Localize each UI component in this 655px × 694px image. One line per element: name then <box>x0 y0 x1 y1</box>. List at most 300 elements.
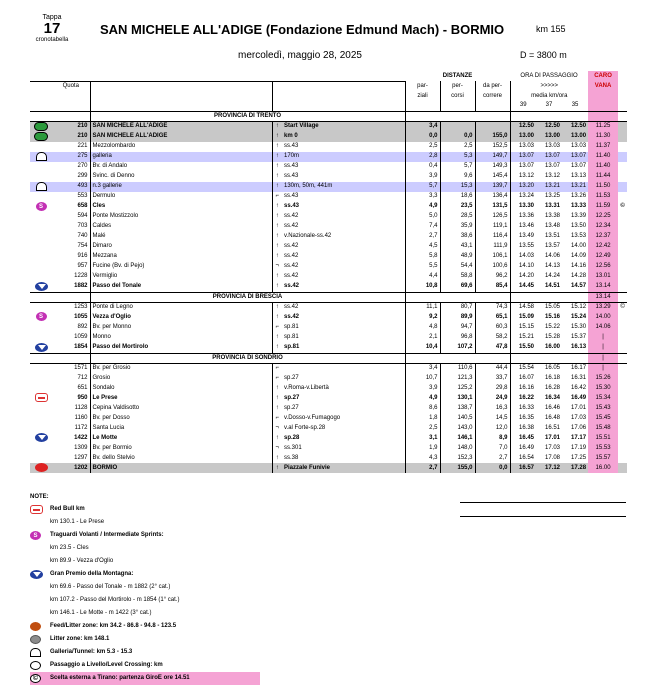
partial-distance: 4,3 <box>405 453 440 463</box>
timetable <box>30 71 627 473</box>
col-correre: correre <box>475 91 510 101</box>
time-37: 17.08 <box>545 454 561 461</box>
time-39: 16.16 <box>519 384 535 391</box>
level-crossing-icon <box>30 661 41 670</box>
tunnel-icon <box>36 182 47 191</box>
road: sp.81 <box>282 333 405 343</box>
time-39: 13.36 <box>519 213 535 220</box>
distance-covered: 2,5 <box>440 142 475 152</box>
tappa-box <box>30 14 74 43</box>
note-item <box>30 672 260 685</box>
partial-distance: 4,8 <box>405 323 440 333</box>
direction-sign: ↑ <box>275 233 279 240</box>
time-35: 14.57 <box>571 283 587 290</box>
location-name: Mezzolombardo <box>90 142 272 152</box>
altitude: 754 <box>52 242 90 252</box>
distance-remaining: 74,3 <box>475 302 510 312</box>
partial-distance: 9,2 <box>405 312 440 322</box>
time-39: 14.10 <box>519 263 535 270</box>
table-row <box>30 121 627 132</box>
direction-sign: ↑ <box>275 394 279 401</box>
distance-covered: 38,6 <box>440 232 475 242</box>
partial-distance: 3,9 <box>405 383 440 393</box>
direction-sign: ↑ <box>275 334 279 341</box>
location-name: Dimaro <box>90 242 272 252</box>
tag <box>618 343 627 354</box>
tag <box>618 413 627 423</box>
stage-elevation: D = 3800 m <box>520 50 567 60</box>
distance-remaining: 2,7 <box>475 453 510 463</box>
direction-sign: ↑ <box>275 243 279 250</box>
time-35: 13.03 <box>571 143 587 150</box>
caravan-time: 13.01 <box>588 272 618 282</box>
location-name: Sondalo <box>90 383 272 393</box>
partial-distance: 0,0 <box>405 132 440 142</box>
time-37: 15.05 <box>545 304 561 311</box>
distance-covered <box>440 121 475 132</box>
distance-remaining: 139,7 <box>475 182 510 192</box>
table-row <box>30 132 627 142</box>
distance-remaining: 65,1 <box>475 312 510 322</box>
location-name: Ponte di Legno <box>90 302 272 312</box>
time-35: 16.17 <box>571 364 587 371</box>
direction-sign: ¬ <box>275 263 279 270</box>
note-item <box>30 607 270 620</box>
location-name: Bv. dello Stelvio <box>90 453 272 463</box>
road: ss.42 <box>282 222 405 232</box>
mountain-icon <box>35 343 48 352</box>
caravan-time: | <box>588 343 618 354</box>
distance-covered: 0,0 <box>440 132 475 142</box>
time-39: 14.45 <box>519 283 535 290</box>
distance-covered: 58,8 <box>440 272 475 282</box>
distance-covered: 155,0 <box>440 463 475 473</box>
location-name: Vermiglio <box>90 272 272 282</box>
distance-remaining: 33,7 <box>475 373 510 383</box>
stage-date: mercoledì, maggio 28, 2025 <box>238 50 362 61</box>
time-39: 16.07 <box>519 374 535 381</box>
distance-covered: 121,3 <box>440 373 475 383</box>
tunnel-icon <box>36 152 47 161</box>
location-name: Bv. per Dosso <box>90 413 272 423</box>
mountain-icon <box>35 282 48 291</box>
altitude: 299 <box>52 172 90 182</box>
road: sp.81 <box>282 343 405 354</box>
road: ss.42 <box>282 272 405 282</box>
tag <box>618 373 627 383</box>
location-name: Vezza d'Oglio <box>90 312 272 322</box>
col-parz: par- <box>405 81 440 91</box>
tappa-number: 17 <box>43 20 61 38</box>
time-35: 13.21 <box>562 182 588 192</box>
tag <box>618 433 627 443</box>
distance-remaining: 29,8 <box>475 383 510 393</box>
caravan-time: 11.50 <box>588 182 618 192</box>
note-item <box>30 581 270 594</box>
caravan-time: 15.26 <box>588 373 618 383</box>
altitude: 1297 <box>52 453 90 463</box>
time-35: 14.09 <box>571 253 587 260</box>
note-item <box>30 503 270 516</box>
note-item <box>30 646 270 659</box>
partial-distance: 0,4 <box>405 162 440 172</box>
tag <box>618 443 627 453</box>
time-39: 13.20 <box>510 182 536 192</box>
table-row <box>30 383 627 393</box>
col-corsi: corsi <box>440 91 475 101</box>
road: ss.43 <box>282 192 405 202</box>
table-row <box>30 232 627 242</box>
time-35: 13.50 <box>571 223 587 230</box>
direction-sign: ⌐ <box>275 414 279 421</box>
time-37: 14.13 <box>545 263 561 270</box>
caravan-time: 15.57 <box>588 453 618 463</box>
time-37: 13.31 <box>545 203 561 210</box>
location-name: Cepina Valdisotto <box>90 403 272 413</box>
distance-remaining: 14,5 <box>475 413 510 423</box>
table-row <box>30 373 627 383</box>
altitude: 1422 <box>52 433 90 443</box>
direction-sign: ↑ <box>275 384 279 391</box>
province-row <box>30 353 627 363</box>
caravan-time: 12.37 <box>588 232 618 242</box>
location-name: Caldes <box>90 222 272 232</box>
road: v.al Forte-sp.28 <box>282 423 405 433</box>
location-name: Malé <box>90 232 272 242</box>
tag <box>618 262 627 272</box>
time-37: 15.16 <box>545 314 561 320</box>
tag <box>618 282 627 293</box>
caravan-time: 15.34 <box>588 393 618 403</box>
note-text: Passaggio a Livello/Level Crossing: km <box>50 662 163 668</box>
caravan-time: 13.14 <box>588 282 618 293</box>
tag <box>618 453 627 463</box>
caravan-time: 11.59 <box>588 202 618 212</box>
signature-line <box>460 516 626 517</box>
distance-covered: 23,5 <box>440 202 475 212</box>
time-37: 13.12 <box>545 173 561 180</box>
partial-distance: 2,8 <box>405 152 440 162</box>
location-name: Bv. di Andalo <box>90 162 272 172</box>
table-row <box>30 403 627 413</box>
table-row <box>30 413 627 423</box>
location-name: SAN MICHELE ALL'ADIGE <box>90 132 272 142</box>
table-row <box>30 252 627 262</box>
location-name: Mezzana <box>90 252 272 262</box>
road: 170m <box>282 152 405 162</box>
table-row <box>30 212 627 222</box>
location-name: Passo del Mortirolo <box>90 343 272 354</box>
note-item <box>30 568 270 581</box>
road: ss.301 <box>282 443 405 453</box>
time-35: 12.50 <box>562 121 588 132</box>
altitude: 892 <box>52 323 90 333</box>
distance-remaining: 47,8 <box>475 343 510 354</box>
altitude: 1228 <box>52 272 90 282</box>
table-row <box>30 463 627 473</box>
partial-distance: 2,7 <box>405 232 440 242</box>
sprint-icon: S <box>36 202 47 211</box>
time-37: 13.57 <box>545 243 561 250</box>
tag <box>618 172 627 182</box>
tag <box>618 132 627 142</box>
stage-title: SAN MICHELE ALL'ADIGE (Fondazione Edmund Mach) - BORMIO <box>100 22 505 37</box>
table-row <box>30 443 627 453</box>
distance-covered: 80,7 <box>440 302 475 312</box>
distance-remaining: 8,9 <box>475 433 510 443</box>
timetable-header <box>30 71 627 111</box>
table-row <box>30 222 627 232</box>
partial-distance: 8,6 <box>405 403 440 413</box>
location-name: Passo del Tonale <box>90 282 272 293</box>
altitude: 1571 <box>52 363 90 373</box>
time-35: 15.37 <box>571 334 587 341</box>
table-row <box>30 302 627 312</box>
table-row <box>30 282 627 293</box>
tag <box>618 152 627 162</box>
time-39: 12.50 <box>510 121 536 132</box>
altitude: 1309 <box>52 443 90 453</box>
caravan-time: 15.45 <box>588 413 618 423</box>
caravan-time: 12.56 <box>588 262 618 272</box>
distance-remaining: 16,3 <box>475 403 510 413</box>
time-37: 14.06 <box>545 253 561 260</box>
table-row <box>30 453 627 463</box>
table-row <box>30 242 627 252</box>
time-35: 13.39 <box>571 213 587 220</box>
altitude: 1128 <box>52 403 90 413</box>
road: 130m, 50m, 441m <box>282 182 405 192</box>
caravan-time: 11.44 <box>588 172 618 182</box>
province-label: PROVINCIA DI SONDRIO <box>90 353 405 363</box>
time-35: 17.17 <box>571 434 587 441</box>
direction-sign: ↑ <box>272 182 282 192</box>
partial-distance: 4,4 <box>405 272 440 282</box>
location-name: SAN MICHELE ALL'ADIGE <box>90 121 272 132</box>
distance-covered: 138,7 <box>440 403 475 413</box>
caravan-time: | <box>588 363 618 373</box>
partial-distance: 4,9 <box>405 393 440 403</box>
province-label: PROVINCIA DI TRENTO <box>90 111 405 121</box>
altitude: 275 <box>52 152 90 162</box>
time-39: 13.12 <box>519 173 535 180</box>
road: sp.27 <box>282 403 405 413</box>
table-row <box>30 343 627 354</box>
time-37: 16.51 <box>545 424 561 431</box>
time-37: 16.46 <box>545 404 561 411</box>
note-text: Feed/Litter zone: km 34.2 - 86.8 - 94.8 - 123.5 <box>50 623 177 629</box>
time-37: 13.03 <box>545 143 561 150</box>
note-text: km 69.6 - Passo del Tonale - m 1882 (2° cat.) <box>50 584 171 590</box>
caravan-time: 11.25 <box>588 121 618 132</box>
road: ss.42 <box>282 262 405 272</box>
road: sp.27 <box>282 373 405 383</box>
caravan-time: 16.00 <box>588 463 618 473</box>
note-text: Litter zone: km 148.1 <box>50 636 110 642</box>
tag <box>618 423 627 433</box>
time-39: 13.46 <box>519 223 535 230</box>
time-39: 14.58 <box>519 304 535 311</box>
tag: © <box>620 304 625 311</box>
distance-remaining: 136,4 <box>475 192 510 202</box>
tag <box>618 363 627 373</box>
direction-sign: ¬ <box>275 444 279 451</box>
col-speed-35: 35 <box>562 101 588 111</box>
location-name: Le Motte <box>90 433 272 443</box>
distance-covered: 15,3 <box>440 182 475 192</box>
col-distanze: DISTANZE <box>442 72 473 79</box>
time-37: 13.25 <box>545 193 561 200</box>
altitude: 210 <box>52 121 90 132</box>
start-icon <box>34 132 48 141</box>
caravan-time: | <box>588 353 618 363</box>
distance-remaining: 116,4 <box>475 232 510 242</box>
partial-distance: 3,4 <box>405 363 440 373</box>
distance-covered: 9,6 <box>440 172 475 182</box>
distance-remaining: 60,3 <box>475 323 510 333</box>
partial-distance: 7,4 <box>405 222 440 232</box>
location-name: Santa Lucia <box>90 423 272 433</box>
tag: © <box>620 203 625 210</box>
time-39: 16.38 <box>519 424 535 431</box>
time-39: 16.54 <box>519 454 535 461</box>
time-39: 15.50 <box>519 344 535 351</box>
note-item <box>30 620 270 633</box>
table-row <box>30 433 627 443</box>
distance-remaining: 100,6 <box>475 262 510 272</box>
tag <box>618 222 627 232</box>
time-39: 13.24 <box>519 193 535 200</box>
partial-distance: 2,7 <box>405 463 440 473</box>
distance-remaining: 131,5 <box>475 202 510 212</box>
direction-sign: ↑ <box>275 434 279 441</box>
distance-covered: 125,2 <box>440 383 475 393</box>
time-37: 16.28 <box>545 384 561 391</box>
time-37: 13.00 <box>536 132 562 142</box>
time-35: 15.12 <box>571 304 587 311</box>
time-39: 16.57 <box>510 463 536 473</box>
distance-remaining: 58,2 <box>475 333 510 343</box>
time-39: 16.49 <box>519 444 535 451</box>
road: v.Dosso-v.Fumagogo <box>282 413 405 423</box>
signature-line <box>460 502 626 503</box>
province-row <box>30 111 627 121</box>
distance-covered: 18,6 <box>440 192 475 202</box>
location-name: Ponte Mostizzolo <box>90 212 272 222</box>
altitude: 658 <box>52 202 90 212</box>
location-name: Bv. per Grosio <box>90 363 272 373</box>
distance-remaining: 152,5 <box>475 142 510 152</box>
time-35: 15.24 <box>571 314 587 320</box>
time-39: 16.33 <box>519 404 535 411</box>
altitude: 553 <box>52 192 90 202</box>
caravan-time: 13.14 <box>588 292 618 302</box>
distance-covered: 107,2 <box>440 343 475 354</box>
distance-covered: 54,4 <box>440 262 475 272</box>
tag <box>618 212 627 222</box>
tag <box>618 272 627 282</box>
note-text: km 107.2 - Passo del Mortirolo - m 1854 (1° cat.) <box>50 597 180 603</box>
table-row <box>30 333 627 343</box>
tag <box>618 242 627 252</box>
time-37: 17.03 <box>545 444 561 451</box>
distance-remaining: 145,4 <box>475 172 510 182</box>
distance-covered: 143,0 <box>440 423 475 433</box>
time-37: 13.07 <box>545 163 561 170</box>
time-35: 17.01 <box>571 404 587 411</box>
table-row <box>30 312 627 322</box>
table-row <box>30 393 627 403</box>
table-row <box>30 363 627 373</box>
time-37: 12.50 <box>536 121 562 132</box>
caravan-time: | <box>588 333 618 343</box>
time-35: 13.07 <box>562 152 588 162</box>
tag <box>618 252 627 262</box>
note-text: km 89.9 - Vezza d'Oglio <box>50 558 114 564</box>
note-text: Red Bull km <box>50 506 85 512</box>
tag <box>618 393 627 403</box>
note-item <box>30 542 270 555</box>
partial-distance: 10,4 <box>405 343 440 354</box>
time-39: 13.07 <box>519 163 535 170</box>
table-row <box>30 323 627 333</box>
table-row <box>30 162 627 172</box>
copyright-icon: © <box>30 674 41 683</box>
timetable-body <box>30 111 627 473</box>
direction-sign: ⌐ <box>275 193 279 200</box>
time-37: 16.00 <box>545 344 561 351</box>
distance-remaining: 12,0 <box>475 423 510 433</box>
col-caro: CARO <box>588 71 618 81</box>
time-37: 13.38 <box>545 213 561 220</box>
feed-zone-icon <box>30 622 41 631</box>
caravan-time: 12.25 <box>588 212 618 222</box>
road: ss.43 <box>282 172 405 182</box>
direction-sign: ↑ <box>272 463 282 473</box>
road: ss.43 <box>282 162 405 172</box>
direction-sign: ↑ <box>272 152 282 162</box>
direction-sign: ↑ <box>275 173 279 180</box>
road: Piazzale Funivie <box>282 463 405 473</box>
direction-sign: ↑ <box>275 203 279 210</box>
distance-covered: 146,1 <box>440 433 475 443</box>
time-37: 14.51 <box>545 283 561 290</box>
road: v.Roma-v.Libertà <box>282 383 405 393</box>
altitude: 270 <box>52 162 90 172</box>
location-name: BORMIO <box>90 463 272 473</box>
direction-sign: ↑ <box>275 213 279 220</box>
caravan-time: 12.42 <box>588 242 618 252</box>
col-media: media km/ora <box>531 92 568 99</box>
note-text: Gran Premio della Montagna: <box>50 571 134 577</box>
col-speed-39: 39 <box>510 101 536 111</box>
time-35: 13.26 <box>571 193 587 200</box>
notes-list <box>30 503 270 685</box>
caravan-time: 13.29 <box>588 302 618 312</box>
location-name: Grosio <box>90 373 272 383</box>
tag <box>618 463 627 473</box>
road: v.Nazionale-ss.42 <box>282 232 405 242</box>
altitude: 1882 <box>52 282 90 293</box>
location-name: Bv. per Monno <box>90 323 272 333</box>
time-37: 13.51 <box>545 233 561 240</box>
distance-remaining: 106,1 <box>475 252 510 262</box>
distance-remaining: 24,9 <box>475 393 510 403</box>
red-bull-icon <box>30 505 43 514</box>
col-arrows: >>>>> <box>540 82 559 89</box>
note-text: km 130.1 - Le Prese <box>50 519 105 525</box>
time-35: 14.00 <box>571 243 587 250</box>
